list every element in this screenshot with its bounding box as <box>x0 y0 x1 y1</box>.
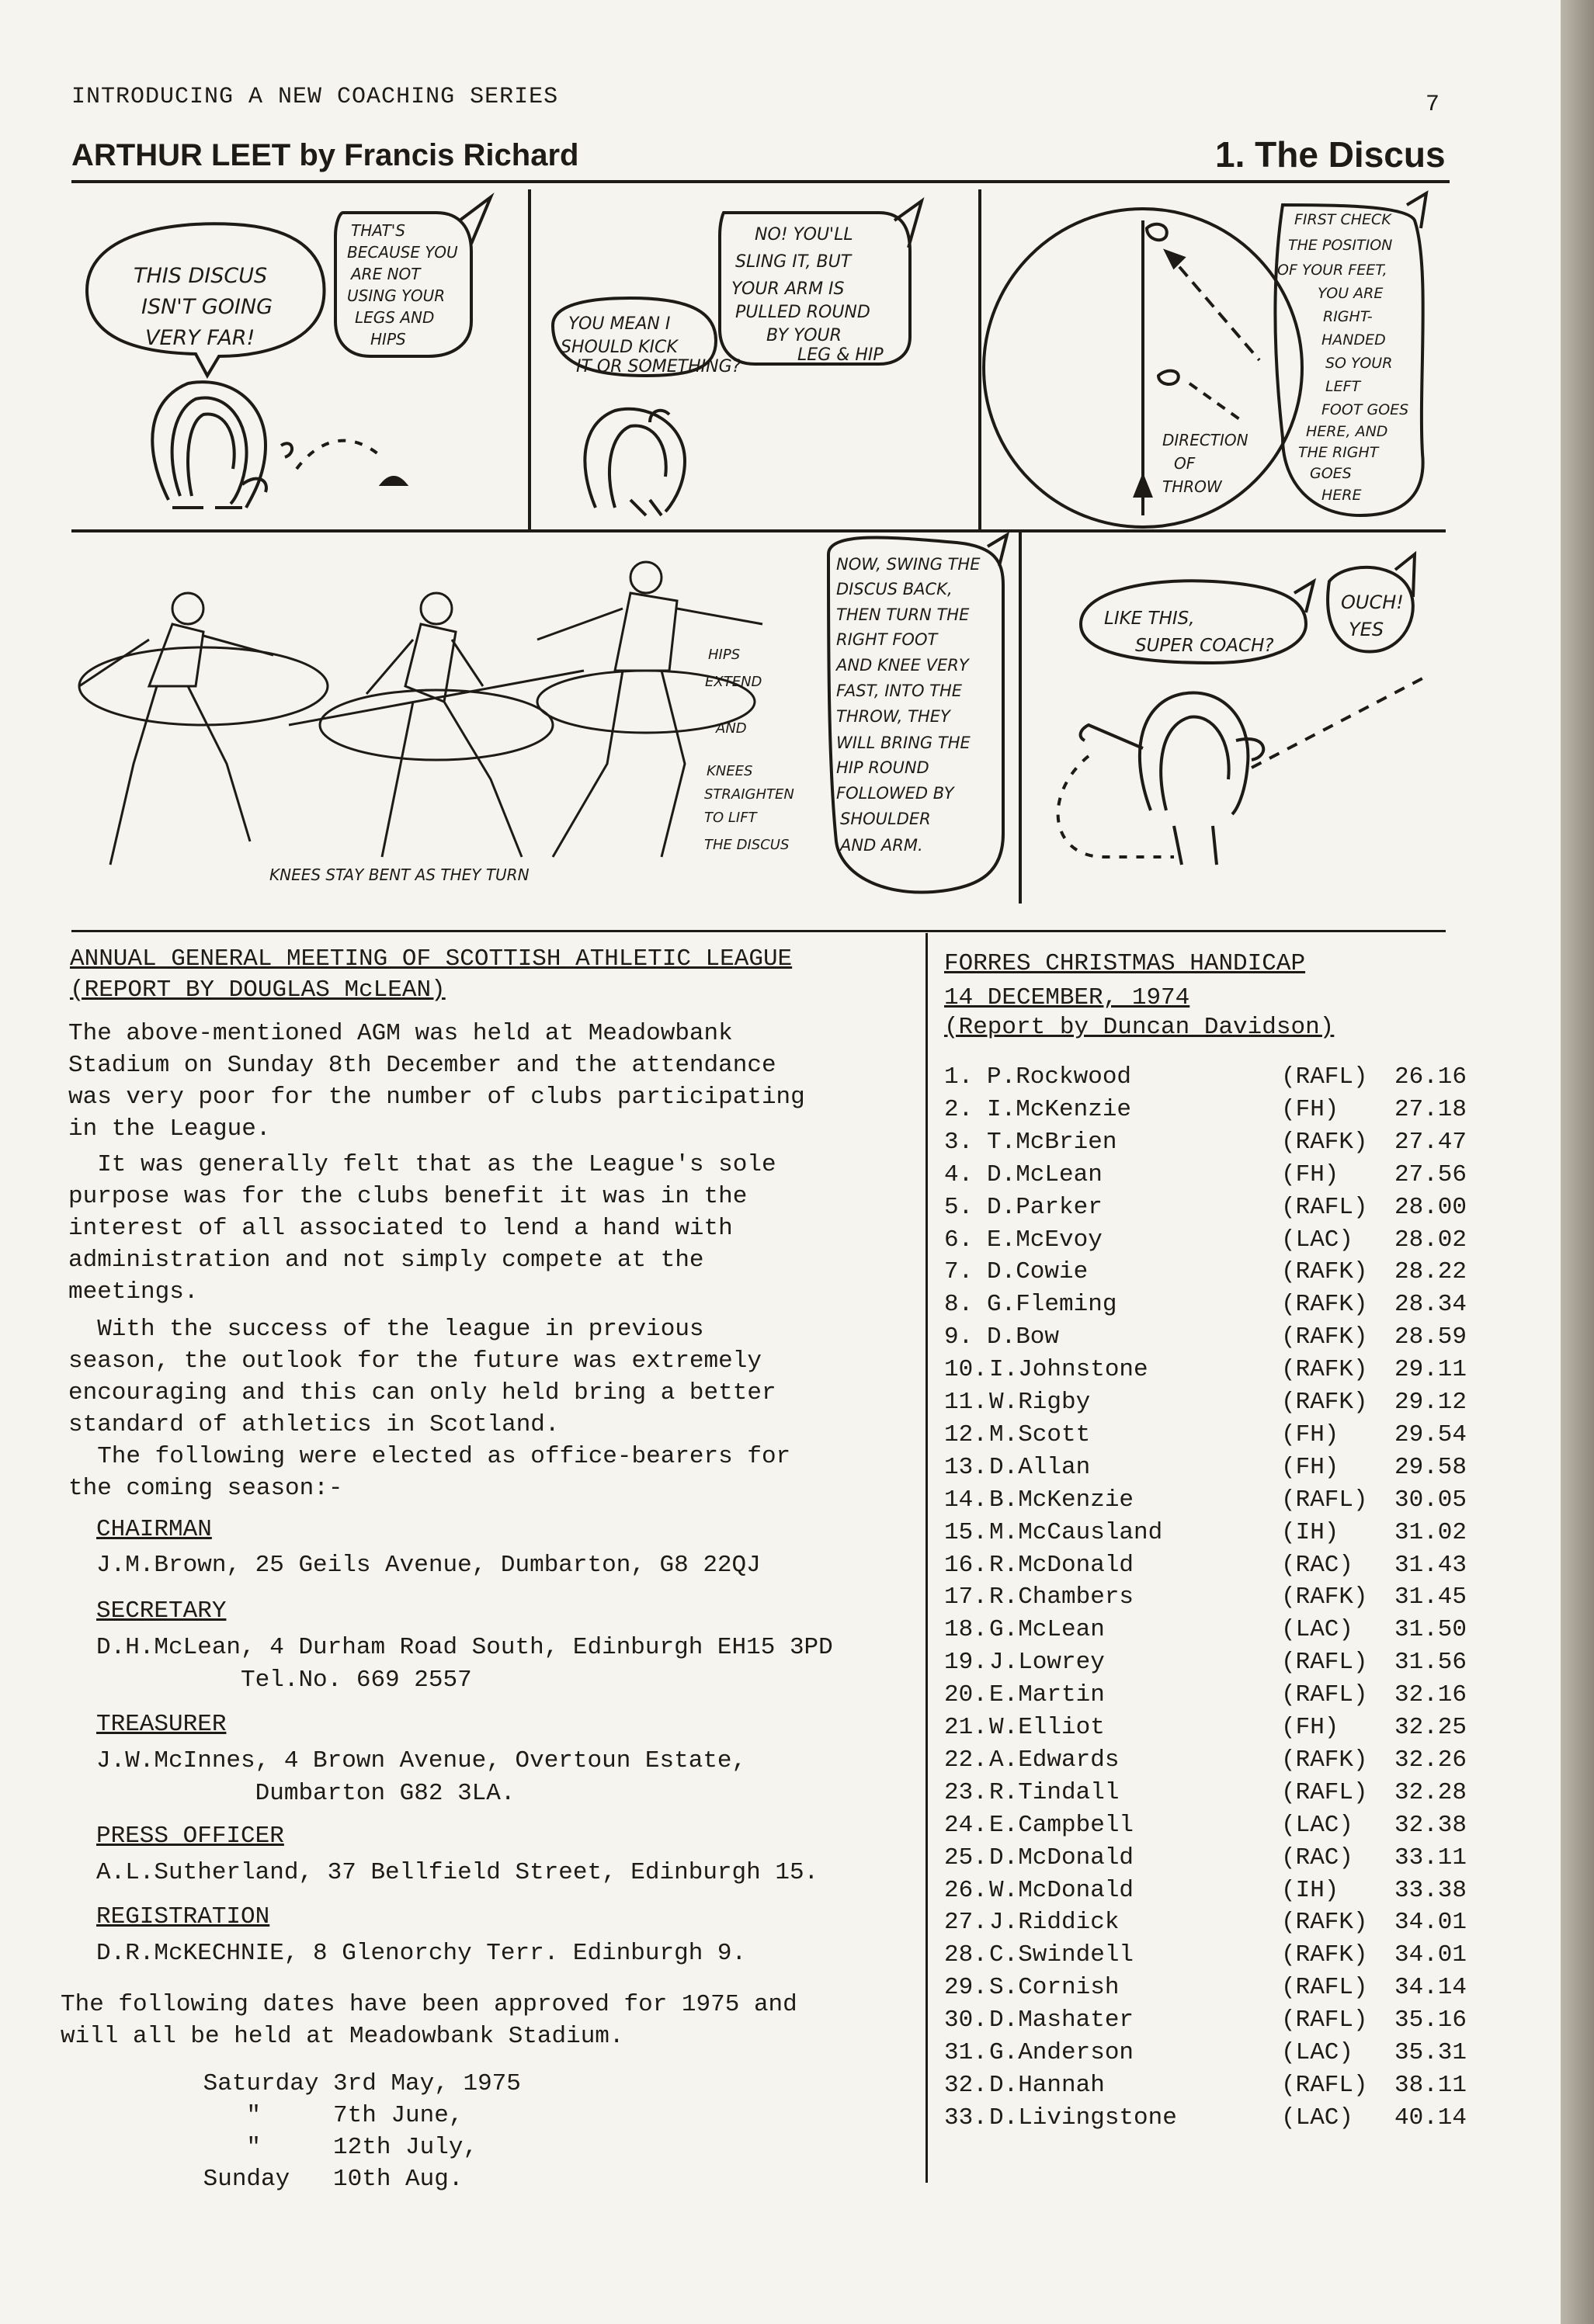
panel4-bubble-text: NOW, SWING THE DISCUS BACK, THEN TURN THE RIGHT FOOT AND KNEE VERY FAST, INTO THE THROW, THEY WILL BRING THE HIP ROUND FOLLOWED BY SHOULDER AND ARM. <box>836 555 981 855</box>
result-row <box>944 1583 1488 1615</box>
officer-detail-treasurer: J.W.McInnes, 4 Brown Avenue, Overtoun Estate, Dumbarton G82 3LA. <box>96 1747 747 1807</box>
panel4-knees-label: KNEES STAY BENT AS THEY TURN <box>269 865 530 884</box>
result-row <box>944 1649 1488 1680</box>
result-row <box>944 1909 1488 1940</box>
result-position: 25. <box>944 1844 988 1871</box>
result-row <box>944 1096 1488 1127</box>
result-row <box>944 1877 1488 1908</box>
officer-detail-chairman: J.M.Brown, 25 Geils Avenue, Dumbarton, G8 22QJ <box>96 1552 761 1579</box>
result-position: 30. <box>944 2007 988 2034</box>
result-club: (RAFL) <box>1281 1063 1368 1091</box>
result-row <box>944 1552 1488 1583</box>
result-position: 12. <box>944 1420 988 1448</box>
result-time: 31.50 <box>1394 1616 1467 1644</box>
result-time: 32.16 <box>1394 1681 1467 1709</box>
result-position: 11. <box>944 1389 988 1416</box>
result-club: (RAFL) <box>1281 1193 1368 1221</box>
page-number: 7 <box>1426 92 1440 118</box>
result-time: 32.25 <box>1394 1714 1467 1741</box>
result-club: (RAFL) <box>1281 1778 1368 1806</box>
athlete-figure-2 <box>585 409 685 515</box>
result-row <box>944 1941 1488 1972</box>
result-club: (RAC) <box>1281 1844 1354 1871</box>
result-position: 20. <box>944 1681 988 1709</box>
result-club: (RAFL) <box>1281 1681 1368 1709</box>
result-club: (RAFL) <box>1281 1649 1368 1677</box>
result-position: 28. <box>944 1941 988 1969</box>
result-position: 32. <box>944 2071 988 2099</box>
result-club: (LAC) <box>1281 1226 1354 1254</box>
result-name: W.Rigby <box>989 1389 1091 1416</box>
result-club: (FH) <box>1281 1714 1339 1741</box>
agm-para-4: The following were elected as office-bearers for the coming season:- <box>68 1443 791 1502</box>
result-time: 35.31 <box>1394 2039 1467 2066</box>
result-name: J.Lowrey <box>989 1649 1105 1677</box>
result-time: 34.14 <box>1394 1974 1467 2002</box>
result-row <box>944 1421 1488 1452</box>
result-row <box>944 1063 1488 1094</box>
header-rule <box>71 180 1450 183</box>
result-position: 9. <box>944 1323 974 1351</box>
panel1-bubble-text: THIS DISCUS ISN'T GOING VERY FAR! <box>134 264 273 350</box>
result-row <box>944 1323 1488 1355</box>
results-reporter: (Report by Duncan Davidson) <box>944 1014 1335 1041</box>
result-name: P.Rockwood <box>987 1063 1132 1091</box>
result-club: (RAFK) <box>1281 1291 1368 1319</box>
result-club: (FH) <box>1281 1453 1339 1481</box>
officer-title-treasurer: TREASURER <box>96 1711 227 1738</box>
result-time: 34.01 <box>1394 1909 1467 1937</box>
result-time: 34.01 <box>1394 1941 1467 1969</box>
result-club: (RAFK) <box>1281 1909 1368 1937</box>
result-club: (RAC) <box>1281 1551 1354 1579</box>
result-name: D.McDonald <box>989 1844 1134 1871</box>
result-time: 30.05 <box>1394 1486 1467 1514</box>
panel2-coach-text: THAT'S BECAUSE YOU ARE NOT USING YOUR LEGS AND HIPS <box>347 221 458 349</box>
result-name: D.Parker <box>987 1193 1103 1221</box>
result-club: (FH) <box>1281 1095 1339 1123</box>
result-club: (RAFK) <box>1281 1583 1368 1611</box>
result-name: D.Allan <box>989 1453 1091 1481</box>
result-position: 22. <box>944 1746 988 1774</box>
result-name: M.McCausland <box>989 1518 1163 1546</box>
result-time: 28.22 <box>1394 1258 1467 1286</box>
result-club: (RAFK) <box>1281 1941 1368 1969</box>
result-name: S.Cornish <box>989 1974 1120 2002</box>
result-time: 28.34 <box>1394 1291 1467 1319</box>
result-time: 31.43 <box>1394 1551 1467 1579</box>
result-position: 24. <box>944 1811 988 1839</box>
result-row <box>944 2072 1488 2103</box>
agm-subtitle: (REPORT BY DOUGLAS McLEAN) <box>70 976 446 1004</box>
result-row <box>944 2039 1488 2070</box>
result-time: 32.38 <box>1394 1811 1467 1839</box>
result-club: (RAFK) <box>1281 1746 1368 1774</box>
result-club: (RAFL) <box>1281 1974 1368 2002</box>
result-time: 28.59 <box>1394 1323 1467 1351</box>
results-date: 14 DECEMBER, 1974 <box>944 984 1190 1011</box>
result-time: 31.02 <box>1394 1518 1467 1546</box>
result-row <box>944 1519 1488 1550</box>
athlete-sequence <box>79 562 762 865</box>
result-row <box>944 1258 1488 1289</box>
result-name: D.McLean <box>987 1160 1103 1188</box>
result-name: D.Mashater <box>989 2007 1134 2034</box>
agm-heading <box>70 944 792 1006</box>
panel2-athlete-text: YOU MEAN I SHOULD KICK IT OR SOMETHING? <box>561 314 741 376</box>
result-position: 8. <box>944 1291 974 1319</box>
agm-para-1: The above-mentioned AGM was held at Meadowbank Stadium on Sunday 8th December and the attendance was very poor for the number of clubs participating in the League. <box>68 1020 805 1143</box>
result-name: D.Livingstone <box>989 2104 1177 2131</box>
athlete-figure-5 <box>1081 692 1264 865</box>
agm-para-2: It was generally felt that as the League's sole purpose was for the clubs benefit it was in the interest of all associated to lend a hand with administration and not simply compete at the meetings. <box>68 1151 776 1306</box>
panel5-athlete-text: LIKE THIS, SUPER COACH? <box>1104 609 1274 656</box>
result-position: 17. <box>944 1583 988 1611</box>
result-position: 23. <box>944 1778 988 1806</box>
result-time: 29.11 <box>1394 1356 1467 1384</box>
result-club: (LAC) <box>1281 2039 1354 2066</box>
officer-detail-registration: D.R.McKECHNIE, 8 Glenorchy Terr. Edinburgh 9. <box>96 1940 747 1967</box>
result-club: (RAFK) <box>1281 1258 1368 1286</box>
result-time: 26.16 <box>1394 1063 1467 1091</box>
result-club: (IH) <box>1281 1876 1339 1904</box>
result-club: (IH) <box>1281 1518 1339 1546</box>
result-row <box>944 1161 1488 1192</box>
agm-title: ANNUAL GENERAL MEETING OF SCOTTISH ATHLETIC LEAGUE <box>70 945 793 973</box>
result-name: I.McKenzie <box>987 1095 1132 1123</box>
comic-strip <box>71 189 1446 904</box>
result-time: 32.26 <box>1394 1746 1467 1774</box>
result-position: 29. <box>944 1974 988 2002</box>
result-name: G.Anderson <box>989 2039 1134 2066</box>
result-club: (FH) <box>1281 1420 1339 1448</box>
result-name: G.Fleming <box>987 1291 1117 1319</box>
result-row <box>944 1194 1488 1225</box>
panel2-coach-reply-text: NO! YOU'LL SLING IT, BUT YOUR ARM IS PULLED ROUND BY YOUR LEG & HIP <box>731 225 884 365</box>
result-position: 27. <box>944 1909 988 1937</box>
result-row <box>944 1746 1488 1778</box>
officer-title-press: PRESS OFFICER <box>96 1823 284 1850</box>
result-club: (RAFK) <box>1281 1323 1368 1351</box>
result-club: (LAC) <box>1281 1616 1354 1644</box>
panel3-bubble-text: FIRST CHECK THE POSITION OF YOUR FEET, YOU ARE RIGHT- HANDED SO YOUR LEFT FOOT GOES HERE, AND THE RIGHT GOES HERE <box>1277 211 1409 504</box>
result-position: 2. <box>944 1095 974 1123</box>
result-club: (RAFK) <box>1281 1389 1368 1416</box>
result-position: 4. <box>944 1160 974 1188</box>
result-row <box>944 2007 1488 2038</box>
officer-title-registration: REGISTRATION <box>96 1903 270 1930</box>
result-time: 38.11 <box>1394 2071 1467 2099</box>
result-time: 28.00 <box>1394 1193 1467 1221</box>
result-time: 32.28 <box>1394 1778 1467 1806</box>
column-rule <box>925 933 928 2183</box>
result-name: E.Martin <box>989 1681 1105 1709</box>
result-name: G.McLean <box>989 1616 1105 1644</box>
series-title: ARTHUR LEET by Francis Richard <box>71 138 579 172</box>
result-position: 21. <box>944 1714 988 1741</box>
result-position: 1. <box>944 1063 974 1091</box>
result-row <box>944 1779 1488 1810</box>
result-name: A.Edwards <box>989 1746 1120 1774</box>
result-row <box>944 1454 1488 1485</box>
result-row <box>944 1389 1488 1420</box>
result-position: 16. <box>944 1551 988 1579</box>
result-name: B.McKenzie <box>989 1486 1134 1514</box>
result-row <box>944 1974 1488 2005</box>
officer-detail-press: A.L.Sutherland, 37 Bellfield Street, Edinburgh 15. <box>96 1859 819 1886</box>
result-name: R.Chambers <box>989 1583 1134 1611</box>
panel5-coach-text: OUCH! YES <box>1341 591 1404 640</box>
result-row <box>944 1812 1488 1843</box>
page-edge <box>1561 0 1594 2324</box>
result-time: 29.58 <box>1394 1453 1467 1481</box>
result-time: 29.54 <box>1394 1420 1467 1448</box>
result-name: D.Bow <box>987 1323 1060 1351</box>
result-name: E.McEvoy <box>987 1226 1103 1254</box>
result-time: 33.11 <box>1394 1844 1467 1871</box>
result-row <box>944 1616 1488 1647</box>
agm-para-3: With the success of the league in previous season, the outlook for the future was extremely encouraging and this can only held bring a better standard of athletics in Scotland. <box>68 1316 776 1438</box>
result-position: 3. <box>944 1128 974 1156</box>
result-name: M.Scott <box>989 1420 1091 1448</box>
result-name: J.Riddick <box>989 1909 1120 1937</box>
result-position: 5. <box>944 1193 974 1221</box>
result-club: (RAFL) <box>1281 2071 1368 2099</box>
result-club: (RAFL) <box>1281 2007 1368 2034</box>
result-club: (LAC) <box>1281 1811 1354 1839</box>
athlete-figure-1 <box>152 382 292 508</box>
result-position: 31. <box>944 2039 988 2066</box>
result-name: D.Hannah <box>989 2071 1105 2099</box>
officer-detail-secretary: D.H.McLean, 4 Durham Road South, Edinburgh EH15 3PD Tel.No. 669 2557 <box>96 1634 833 1694</box>
result-position: 6. <box>944 1226 974 1254</box>
result-time: 27.47 <box>1394 1128 1467 1156</box>
result-name: R.Tindall <box>989 1778 1120 1806</box>
result-name: E.Campbell <box>989 1811 1134 1839</box>
result-row <box>944 1681 1488 1712</box>
result-position: 33. <box>944 2104 988 2131</box>
result-row <box>944 1291 1488 1322</box>
result-time: 29.12 <box>1394 1389 1467 1416</box>
result-time: 31.56 <box>1394 1649 1467 1677</box>
result-position: 13. <box>944 1453 988 1481</box>
result-name: I.Johnstone <box>989 1356 1148 1384</box>
result-name: T.McBrien <box>987 1128 1117 1156</box>
agm-dates-list: Saturday 3rd May, 1975 " 7th June, " 12th July, Sunday 10th Aug. <box>203 2070 521 2193</box>
result-time: 31.45 <box>1394 1583 1467 1611</box>
result-position: 18. <box>944 1616 988 1644</box>
result-row <box>944 1226 1488 1257</box>
result-row <box>944 1486 1488 1518</box>
result-position: 26. <box>944 1876 988 1904</box>
result-name: W.Elliot <box>989 1714 1105 1741</box>
result-time: 27.18 <box>1394 1095 1467 1123</box>
officer-title-secretary: SECRETARY <box>96 1597 227 1625</box>
result-row <box>944 1844 1488 1875</box>
result-position: 10. <box>944 1356 988 1384</box>
episode-title: 1. The Discus <box>1215 134 1446 175</box>
result-name: D.Cowie <box>987 1258 1089 1286</box>
result-club: (RAFK) <box>1281 1128 1368 1156</box>
result-club: (LAC) <box>1281 2104 1354 2131</box>
result-name: W.McDonald <box>989 1876 1134 1904</box>
result-name: R.McDonald <box>989 1551 1134 1579</box>
results-title: FORRES CHRISTMAS HANDICAP <box>944 950 1306 977</box>
officer-title-chairman: CHAIRMAN <box>96 1516 212 1543</box>
result-row <box>944 1356 1488 1387</box>
result-club: (RAFL) <box>1281 1486 1368 1514</box>
series-intro: INTRODUCING A NEW COACHING SERIES <box>71 84 559 110</box>
result-time: 40.14 <box>1394 2104 1467 2131</box>
result-club: (RAFK) <box>1281 1356 1368 1384</box>
panel4-hips-label: HIPS EXTEND AND KNEES STRAIGHTEN TO LIFT THE DISCUS <box>704 647 794 853</box>
result-position: 7. <box>944 1258 974 1286</box>
result-position: 14. <box>944 1486 988 1514</box>
result-row <box>944 2104 1488 2135</box>
result-time: 28.02 <box>1394 1226 1467 1254</box>
result-time: 33.38 <box>1394 1876 1467 1904</box>
result-time: 35.16 <box>1394 2007 1467 2034</box>
result-position: 19. <box>944 1649 988 1677</box>
section-rule <box>71 930 1446 932</box>
result-club: (FH) <box>1281 1160 1339 1188</box>
agm-dates-intro: The following dates have been approved for 1975 and will all be held at Meadowbank Stadium. <box>61 1991 797 2050</box>
panel3-direction-label: DIRECTION OF THROW <box>1162 431 1248 496</box>
result-row <box>944 1714 1488 1745</box>
result-position: 15. <box>944 1518 988 1546</box>
result-time: 27.56 <box>1394 1160 1467 1188</box>
result-name: C.Swindell <box>989 1941 1134 1969</box>
result-row <box>944 1129 1488 1160</box>
